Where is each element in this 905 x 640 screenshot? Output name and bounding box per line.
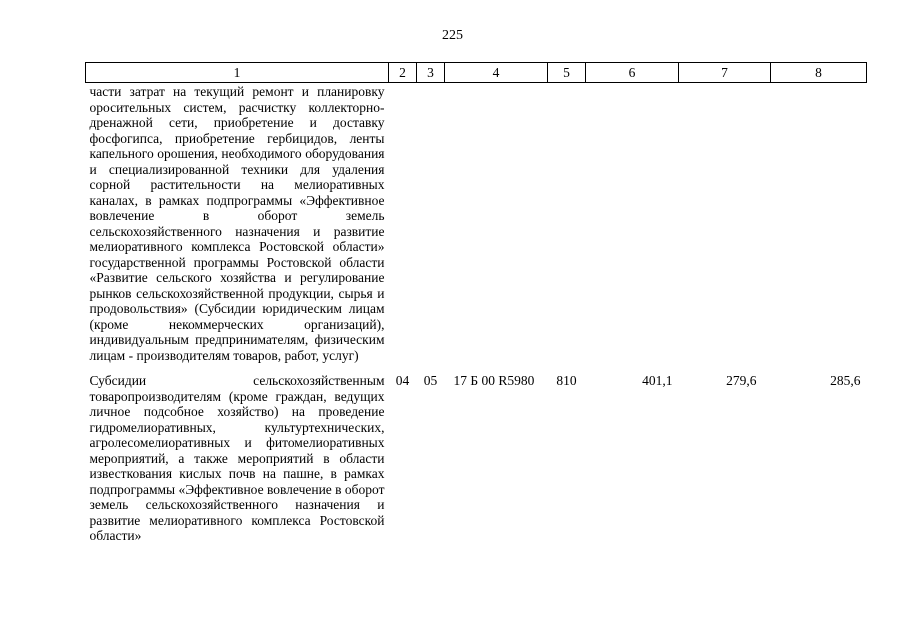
header-row	[86, 63, 867, 83]
row-amount-2	[679, 83, 771, 364]
header-col-5: 5	[548, 63, 586, 83]
row-section-code	[389, 83, 417, 364]
row-description: части затрат на текущий ремонт и планировку оросительных систем, расчистку коллекторно-дренажной сети, приобретение и доставку фосфогипса, приобретение гербицидов, ленты капельного орошения, необходимого оборудования и специализированной техники для удаления сорной растительности на мелиоративных каналах, в рамках подпрограммы «Эффективное вовлечение в оборот земель сельскохозяйственного назначения и развитие мелиоративного комплекса Ростовской области» государственной программы Ростовской области «Развитие сельского хозяйства и регулирование рынков сельскохозяйственной продукции, сырья и продовольствия» (Субсидии юридическим лицам (кроме некоммерческих организаций), индивидуальным предпринимателям, физическим лицам - производителям товаров, работ, услуг)	[89, 84, 385, 363]
row-amount-3	[771, 83, 867, 364]
row-amount-1	[586, 83, 679, 364]
table-header	[86, 63, 867, 83]
row-expense-type	[548, 83, 586, 364]
row-subsection-code: 05	[423, 373, 438, 388]
budget-table	[85, 62, 867, 544]
row-target-article	[445, 83, 548, 364]
header-col-2: 2	[389, 63, 417, 83]
row-expense-type: 810	[556, 373, 577, 388]
table-row	[86, 363, 867, 544]
table-body	[86, 83, 867, 544]
header-col-3: 3	[417, 63, 445, 83]
row-amount-1: 401,1	[642, 373, 673, 388]
header-col-4: 4	[445, 63, 548, 83]
row-target-article: 17 Б 00 R5980	[453, 373, 535, 388]
header-col-8: 8	[771, 63, 867, 83]
header-col-6: 6	[586, 63, 679, 83]
page-number: 225	[442, 28, 463, 43]
table-row	[86, 83, 867, 364]
row-amount-2: 279,6	[726, 373, 757, 388]
header-col-1: 1	[86, 63, 389, 83]
row-amount-3: 285,6	[830, 373, 861, 388]
header-col-7: 7	[679, 63, 771, 83]
row-description: Субсидии сельскохозяйственным товаропроизводителям (кроме граждан, ведущих личное подсобное хозяйство) на проведение гидромелиоративных, культуртехнических, агролесомелиоративных и фитомелиоративных мероприятий, а также мероприятий в области известкования кислых почв на пашне, в рамках подпрограммы «Эффективное вовлечение в оборот земель сельскохозяйственного назначения и развитие мелиоративного комплекса Ростовской области»	[89, 373, 385, 543]
row-subsection-code	[417, 83, 445, 364]
row-section-code: 04	[395, 373, 410, 388]
